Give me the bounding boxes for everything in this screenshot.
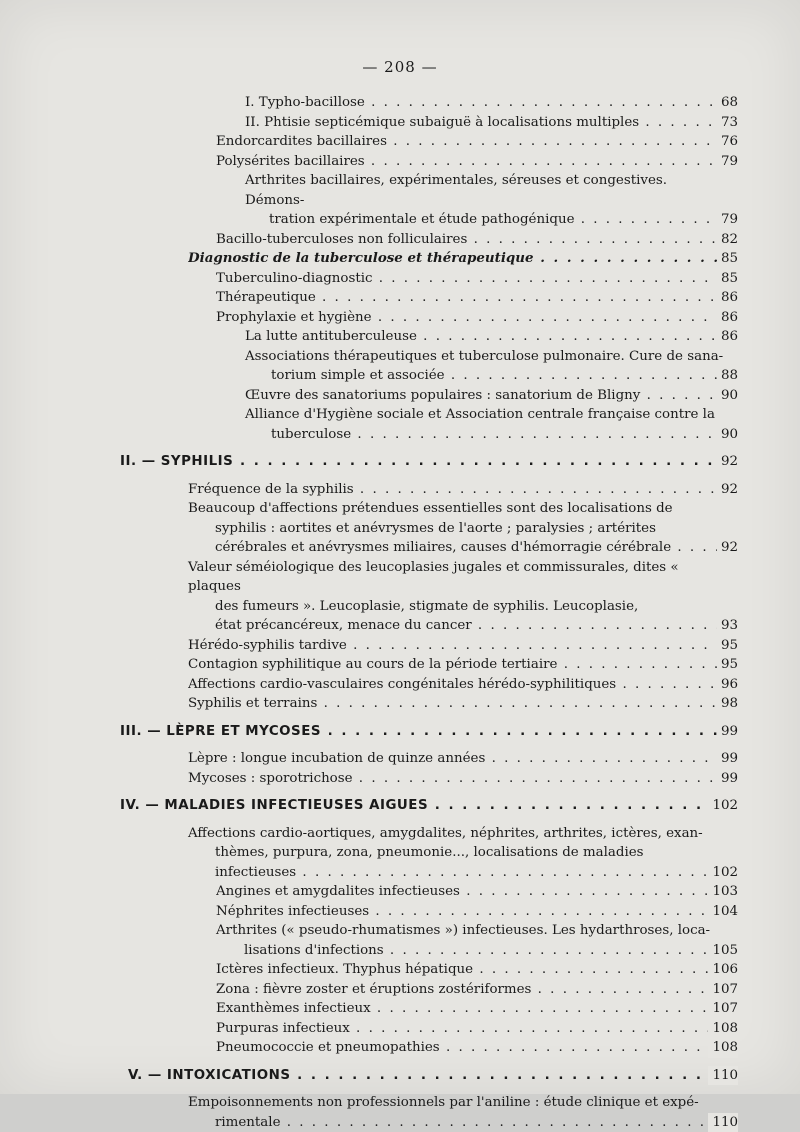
toc-page-number: 79 bbox=[717, 152, 738, 172]
toc-entry-text: Pneumococcie et pneumopathies . . . bbox=[216, 1038, 730, 1058]
toc-entry-text: Zona : fièvre zoster et éruptions zostériformes . . . bbox=[216, 980, 730, 1000]
toc-entry bbox=[0, 230, 800, 250]
toc-entry-text: Exanthèmes infectieux . . . bbox=[216, 999, 730, 1019]
toc-entry-text: lisations d'infections . . . bbox=[216, 941, 730, 961]
toc-entry bbox=[0, 152, 800, 172]
toc-page-number: 96 bbox=[717, 675, 738, 695]
toc-entry bbox=[0, 386, 800, 406]
toc-entry-text: tuberculose . . . bbox=[245, 425, 730, 445]
toc-page-number: 92 bbox=[717, 480, 738, 500]
toc-entry bbox=[0, 327, 800, 347]
toc-entry-text: Angines et amygdalites infectieuses . . . bbox=[216, 882, 730, 902]
toc-entry-text: Associations thérapeutiques et tuberculose pulmonaire. Cure de sana- bbox=[245, 347, 730, 367]
toc-page-number: 76 bbox=[717, 132, 738, 152]
toc-entry bbox=[0, 882, 800, 902]
toc-page-number: 68 bbox=[717, 93, 738, 113]
toc-entry-text: V. — INTOXICATIONS . . . bbox=[128, 1066, 730, 1086]
toc-entry-text: Affections cardio-aortiques, amygdalites, néphrites, arthrites, ictères, exan- bbox=[188, 824, 730, 844]
toc-entry bbox=[0, 999, 800, 1019]
toc-entry bbox=[0, 1093, 800, 1132]
toc-entry-text: Valeur séméiologique des leucoplasies jugales et commissurales, dites « plaques bbox=[188, 558, 730, 597]
toc-entry-text: thèmes, purpura, zona, pneumonie..., localisations de maladies bbox=[188, 843, 730, 863]
toc-page-number: 106 bbox=[708, 960, 738, 980]
toc-entry-text: état précancéreux, menace du cancer . . . bbox=[188, 616, 730, 636]
toc-entry-text: Diagnostic de la tuberculose et thérapeutique . . . bbox=[188, 249, 730, 269]
toc-entry bbox=[0, 694, 800, 714]
toc-section-heading bbox=[0, 796, 800, 816]
toc-page-number: 105 bbox=[708, 941, 738, 961]
toc-page-number: 98 bbox=[717, 694, 738, 714]
toc-page-number: 99 bbox=[717, 749, 738, 769]
toc-entry-text: Bacillo-tuberculoses non folliculaires . . . bbox=[216, 230, 730, 250]
toc-page-number: 110 bbox=[708, 1113, 738, 1132]
toc-entry-text: II. — SYPHILIS . . . bbox=[120, 452, 730, 472]
toc-entry-text: IV. — MALADIES INFECTIEUSES AIGUES . . . bbox=[120, 796, 730, 816]
toc-entry bbox=[0, 1038, 800, 1058]
toc-entry-text: Fréquence de la syphilis . . . bbox=[188, 480, 730, 500]
toc-entry-text: Endorcardites bacillaires . . . bbox=[216, 132, 730, 152]
toc-entry-text: des fumeurs ». Leucoplasie, stigmate de syphilis. Leucoplasie, bbox=[188, 597, 730, 617]
toc-entry bbox=[0, 921, 800, 960]
toc-page-number: 86 bbox=[717, 308, 738, 328]
toc-entry bbox=[0, 558, 800, 636]
toc-page-number: 108 bbox=[708, 1038, 738, 1058]
toc-entry-text: Mycoses : sporotrichose . . . bbox=[188, 769, 730, 789]
toc-page-number: 95 bbox=[717, 655, 738, 675]
toc-entry bbox=[0, 655, 800, 675]
toc-page-number: 85 bbox=[717, 249, 738, 269]
toc-page-number: 85 bbox=[717, 269, 738, 289]
toc-entry bbox=[0, 902, 800, 922]
toc-entry-text: rimentale . . . bbox=[188, 1113, 730, 1132]
toc-entry-text: Alliance d'Hygiène sociale et Association centrale française contre la bbox=[245, 405, 730, 425]
toc-entry-text: II. Phtisie septicémique subaiguë à localisations multiples . . . bbox=[245, 113, 730, 133]
toc-page-number: 92 bbox=[717, 452, 738, 472]
toc-page-number: 99 bbox=[717, 769, 738, 789]
toc-page-number: 107 bbox=[708, 999, 738, 1019]
toc-entry bbox=[0, 1019, 800, 1039]
toc-entry bbox=[0, 980, 800, 1000]
toc-entry-text: Beaucoup d'affections prétendues essentielles sont des localisations de bbox=[188, 499, 730, 519]
toc-page-number: 79 bbox=[717, 210, 738, 230]
toc-page-number: 102 bbox=[708, 796, 738, 816]
toc-entry bbox=[0, 171, 800, 230]
toc-page-number: 93 bbox=[717, 616, 738, 636]
toc-entry-text: Néphrites infectieuses . . . bbox=[216, 902, 730, 922]
toc-entry-text: Œuvre des sanatoriums populaires : sanatorium de Bligny . . . bbox=[245, 386, 730, 406]
toc-entry-text: Syphilis et terrains . . . bbox=[188, 694, 730, 714]
toc-entry-text: Affections cardio-vasculaires congénitales hérédo-syphilitiques . . . bbox=[188, 675, 730, 695]
toc-entry-text: Polysérites bacillaires . . . bbox=[216, 152, 730, 172]
toc-entry-text: Empoisonnements non professionnels par l'aniline : étude clinique et expé- bbox=[188, 1093, 730, 1113]
toc-entry bbox=[0, 288, 800, 308]
toc-entry-text: Tuberculino-diagnostic . . . bbox=[216, 269, 730, 289]
toc-entry-text: tration expérimentale et étude pathogénique . . . bbox=[245, 210, 730, 230]
toc-entry-text: Hérédo-syphilis tardive . . . bbox=[188, 636, 730, 656]
toc-entry-text: III. — LÈPRE ET MYCOSES . . . bbox=[120, 722, 730, 742]
toc-section-heading bbox=[0, 452, 800, 472]
toc-page-number: 92 bbox=[717, 538, 738, 558]
toc-entry bbox=[0, 749, 800, 769]
toc-entry-text: syphilis : aortites et anévrysmes de l'aorte ; paralysies ; artérites bbox=[188, 519, 730, 539]
table-of-contents bbox=[0, 93, 800, 1132]
toc-entry bbox=[0, 269, 800, 289]
toc-entry bbox=[0, 93, 800, 113]
toc-page-number: 103 bbox=[708, 882, 738, 902]
toc-page-number: 88 bbox=[717, 366, 738, 386]
toc-page-number: 90 bbox=[717, 386, 738, 406]
toc-entry-text: Arthrites (« pseudo-rhumatismes ») infectieuses. Les hydarthroses, loca- bbox=[216, 921, 730, 941]
toc-entry bbox=[0, 132, 800, 152]
toc-page-number: 73 bbox=[717, 113, 738, 133]
toc-entry-text: I. Typho-bacillose . . . bbox=[245, 93, 730, 113]
toc-entry bbox=[0, 480, 800, 500]
toc-page-number: 104 bbox=[708, 902, 738, 922]
toc-entry-text: La lutte antituberculeuse . . . bbox=[245, 327, 730, 347]
toc-page-number: 82 bbox=[717, 230, 738, 250]
toc-entry-text: Prophylaxie et hygiène . . . bbox=[216, 308, 730, 328]
toc-entry bbox=[0, 769, 800, 789]
toc-entry bbox=[0, 960, 800, 980]
toc-section-heading bbox=[0, 722, 800, 742]
toc-entry-text: Purpuras infectieux . . . bbox=[216, 1019, 730, 1039]
toc-page-number: 86 bbox=[717, 327, 738, 347]
toc-entry bbox=[0, 636, 800, 656]
toc-entry bbox=[0, 405, 800, 444]
toc-entry bbox=[0, 675, 800, 695]
toc-page-number: 95 bbox=[717, 636, 738, 656]
toc-entry-text: cérébrales et anévrysmes miliaires, causes d'hémorragie cérébrale . . . bbox=[188, 538, 730, 558]
toc-page-number: 107 bbox=[708, 980, 738, 1000]
toc-entry bbox=[0, 824, 800, 883]
toc-entry bbox=[0, 113, 800, 133]
toc-entry bbox=[0, 347, 800, 386]
toc-entry-text: Contagion syphilitique au cours de la période tertiaire . . . bbox=[188, 655, 730, 675]
page-number: — 208 — bbox=[0, 58, 800, 76]
toc-entry-text: infectieuses . . . bbox=[188, 863, 730, 883]
toc-page-number: 99 bbox=[717, 722, 738, 742]
toc-entry bbox=[0, 308, 800, 328]
toc-entry bbox=[0, 499, 800, 558]
toc-page-number: 102 bbox=[708, 863, 738, 883]
toc-page-number: 108 bbox=[708, 1019, 738, 1039]
toc-entry-text: torium simple et associée . . . bbox=[245, 366, 730, 386]
toc-entry-text: Ictères infectieux. Thyphus hépatique . . . bbox=[216, 960, 730, 980]
toc-page-number: 110 bbox=[708, 1066, 738, 1086]
toc-entry-text: Thérapeutique . . . bbox=[216, 288, 730, 308]
toc-page-number: 86 bbox=[717, 288, 738, 308]
toc-entry bbox=[0, 249, 800, 269]
toc-section-heading bbox=[0, 1066, 800, 1086]
toc-page-number: 90 bbox=[717, 425, 738, 445]
toc-entry-text: Arthrites bacillaires, expérimentales, séreuses et congestives. Démons- bbox=[245, 171, 730, 210]
toc-entry-text: Lèpre : longue incubation de quinze années . . . bbox=[188, 749, 730, 769]
